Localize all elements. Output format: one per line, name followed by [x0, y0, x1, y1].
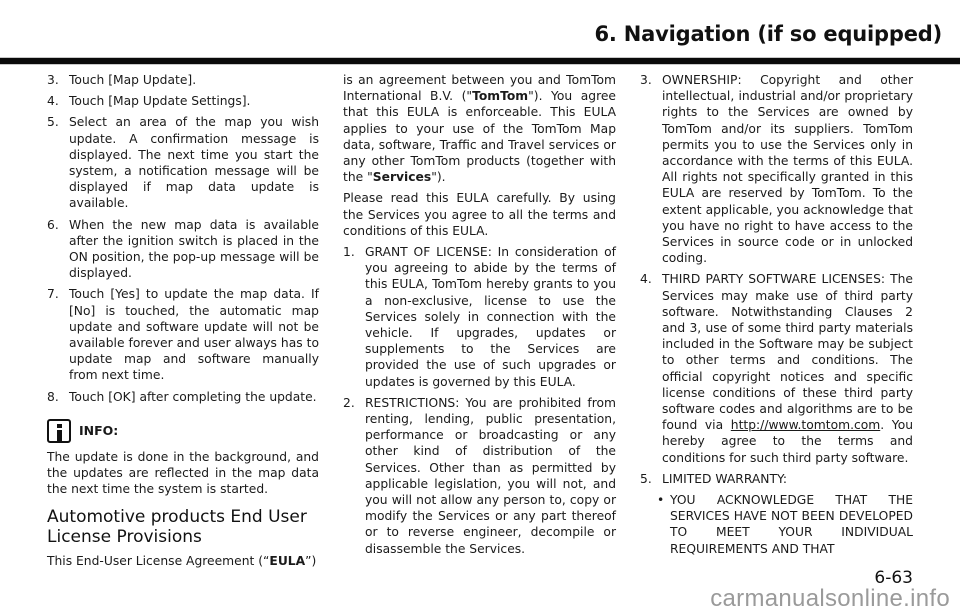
clause-number: 1. — [343, 245, 355, 260]
bullet-text: YOU ACKNOWLEDGE THAT THE SERVICES HAVE NOT BEEN DEVELOPED TO MEET YOUR INDIVIDUAL REQUIREMENTS AND THAT — [670, 493, 913, 556]
clause-item — [640, 72, 913, 266]
step-number: 6. — [47, 217, 59, 232]
step-text: When the new map data is available after the ignition switch is placed in the ON position, the pop-up message will be displayed. — [69, 217, 319, 281]
step-item — [47, 93, 319, 109]
services-term: Services — [372, 170, 432, 185]
page-number: 6-63 — [874, 568, 913, 588]
info-icon — [47, 419, 71, 443]
tomtom-link[interactable]: http://www.tomtom.com — [730, 418, 881, 433]
clause-text: RESTRICTIONS: You are prohibited from renting, lending, public presentation, performance or broadcasting or any other kind of distribution of the Services. Other than as permitted by applicable legislation, you will not, and you will not allow any person to, copy or modify the Services or any part thereof or to reverse engineer, decompile or disassemble the Services. — [365, 395, 616, 556]
column-3 — [640, 72, 913, 561]
step-item — [47, 72, 319, 88]
step-item — [47, 286, 319, 383]
step-text: Select an area of the map you wish update. A confirmation message is displayed. The next time you start the system, a notification message will be displayed if map data update is available. — [69, 115, 319, 211]
info-text: The update is done in the background, and the updates are reflected in the map data the next time the system is started. — [47, 449, 319, 497]
step-text: Touch [OK] after completing the update. — [69, 389, 317, 404]
clause-item — [343, 244, 616, 390]
clause-number: 4. — [640, 272, 652, 287]
eula-intro-continued: is an agreement between you and TomTom International B.V. ("TomTom"). You agree that this EULA is enforceable. This EULA applies to your use of the TomTom Map data, software, Traffic and Travel services or any other TomTom products (together with the "Services"). — [343, 73, 616, 185]
header-divider — [0, 57, 960, 65]
tomtom-term: TomTom — [472, 89, 529, 104]
column-1 — [47, 72, 319, 575]
clause-item — [640, 271, 913, 465]
clause-text: OWNERSHIP: Copyright and other intellectual, industrial and/or proprietary rights to the Services are owned by TomTom and/or its suppliers. TomTom permits you to use the Services only in accordance with the terms of this EULA. All rights not specifically granted in this EULA are reserved by TomTom. To the extent applicable, you acknowledge that you have no right to have access to the Services in source code or in unlocked coding. — [662, 73, 913, 266]
info-callout — [47, 419, 319, 443]
step-number: 7. — [47, 287, 59, 302]
step-text: Touch [Map Update]. — [69, 73, 197, 87]
clause-text: LIMITED WARRANTY: — [662, 471, 788, 486]
step-number: 5. — [47, 115, 59, 130]
step-text: Touch [Map Update Settings]. — [69, 94, 251, 109]
step-number: 3. — [47, 73, 59, 87]
step-number: 4. — [47, 94, 59, 109]
section-heading: Automotive products End User License Provisions — [47, 507, 307, 548]
page-header-title: 6. Navigation (if so equipped) — [594, 22, 942, 46]
step-item — [47, 217, 319, 282]
step-item — [47, 114, 319, 211]
info-label: INFO: — [79, 422, 119, 438]
clause-text: THIRD PARTY SOFTWARE LICENSES: The Services may make use of third party software. Notwithstanding Clauses 2 and 3, use of some third party materials included in the Software may be subject to other terms and conditions. The official copyright notices and specific license conditions of these third party software codes and algorithms are to be found via http://www.tomtom.com. You hereby agree to the terms and conditions for such third party software. — [662, 272, 914, 465]
clause-number: 5. — [640, 471, 652, 486]
clause-item — [343, 395, 616, 557]
clause-number: 2. — [343, 395, 355, 410]
eula-term: EULA — [269, 554, 306, 569]
watermark: carmanualsonline.info — [710, 585, 950, 612]
step-number: 8. — [47, 389, 59, 404]
clause-item — [640, 471, 913, 487]
bullet-icon: • — [657, 493, 665, 508]
column-2 — [343, 72, 616, 562]
bullet-item — [640, 492, 913, 557]
clause-number: 3. — [640, 73, 652, 87]
eula-intro: This End-User License Agreement (“EULA”) — [47, 554, 317, 569]
read-eula-paragraph: Please read this EULA carefully. By using the Services you agree to all the terms and conditions of this EULA. — [343, 191, 616, 238]
step-text: Touch [Yes] to update the map data. If [No] is touched, the automatic map update and software update will not be available forever and user always has to update map and software manually from next time. — [69, 287, 319, 383]
step-item — [47, 389, 319, 405]
clause-text: GRANT OF LICENSE: In consideration of you agreeing to abide by the terms of this EULA, TomTom hereby grants to you a non-exclusive, license to use the Services solely in connection with the vehicle. If upgrades, updates or supplements to the Services are provided the use of such upgrades or updates is governed by this EULA. — [365, 245, 616, 389]
